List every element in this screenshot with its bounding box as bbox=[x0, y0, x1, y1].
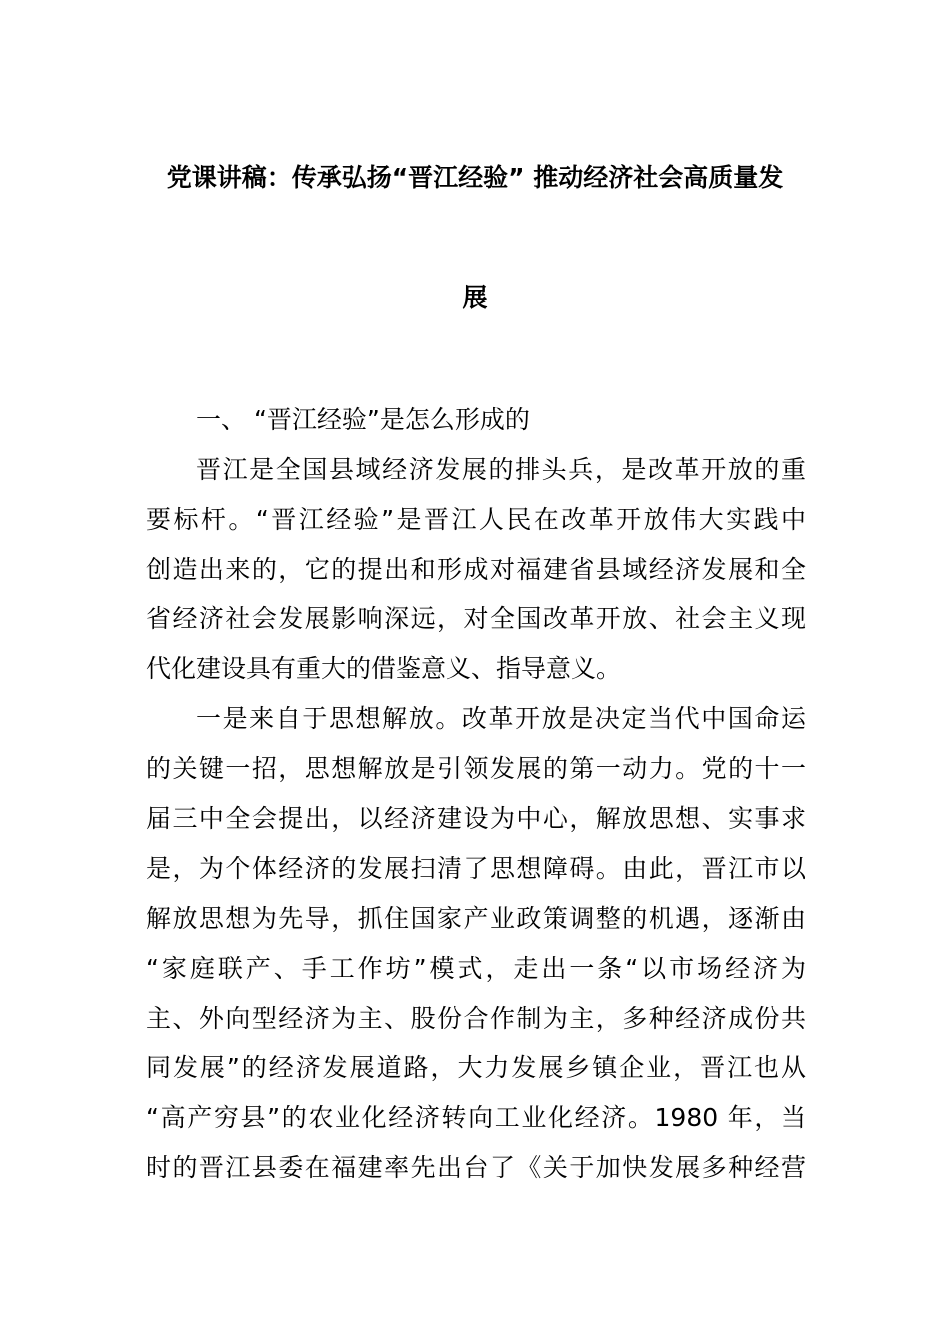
paragraph-2-line-3: 届三中全会提出，以经济建设为中心，解放思想、实事求 bbox=[146, 804, 806, 833]
paragraph-2-line-4: 是，为个体经济的发展扫清了思想障碍。由此，晋江市以 bbox=[146, 854, 806, 883]
paragraph-2-line-10: 时的晋江县委在福建率先出台了《关于加快发展多种经营 bbox=[146, 1153, 806, 1182]
document-title-line-2: 展 bbox=[462, 283, 488, 312]
document-title-line-1: 党课讲稿：传承弘扬“晋江经验” 推动经济社会高质量发 bbox=[166, 163, 784, 192]
paragraph-2-line-8: 同发展”的经济发展道路，大力发展乡镇企业，晋江也从 bbox=[146, 1053, 806, 1082]
paragraph-2-line-5: 解放思想为先导，抓住国家产业政策调整的机遇，逐渐由 bbox=[146, 904, 806, 933]
paragraph-2-line-2: 的关键一招，思想解放是引领发展的第一动力。党的十一 bbox=[146, 754, 806, 783]
paragraph-2-line-6: “家庭联产、手工作坊”模式，走出一条“以市场经济为 bbox=[146, 954, 806, 983]
paragraph-2-line-7: 主、外向型经济为主、股份合作制为主，多种经济成份共 bbox=[146, 1004, 806, 1033]
paragraph-1-line-5: 代化建设具有重大的借鉴意义、指导意义。 bbox=[146, 654, 622, 683]
paragraph-2-line-1: 一是来自于思想解放。改革开放是决定当代中国命运 bbox=[196, 704, 806, 733]
section-heading: 一、 “晋江经验”是怎么形成的 bbox=[196, 405, 530, 434]
paragraph-1-line-2: 要标杆。“晋江经验”是晋江人民在改革开放伟大实践中 bbox=[146, 505, 806, 534]
paragraph-1-line-3: 创造出来的，它的提出和形成对福建省县域经济发展和全 bbox=[146, 555, 806, 584]
paragraph-1-line-4: 省经济社会发展影响深远，对全国改革开放、社会主义现 bbox=[146, 604, 806, 633]
paragraph-1-line-1: 晋江是全国县域经济发展的排头兵，是改革开放的重 bbox=[196, 455, 806, 484]
paragraph-2-line-9: “高产穷县”的农业化经济转向工业化经济。1980 年，当 bbox=[146, 1103, 806, 1132]
